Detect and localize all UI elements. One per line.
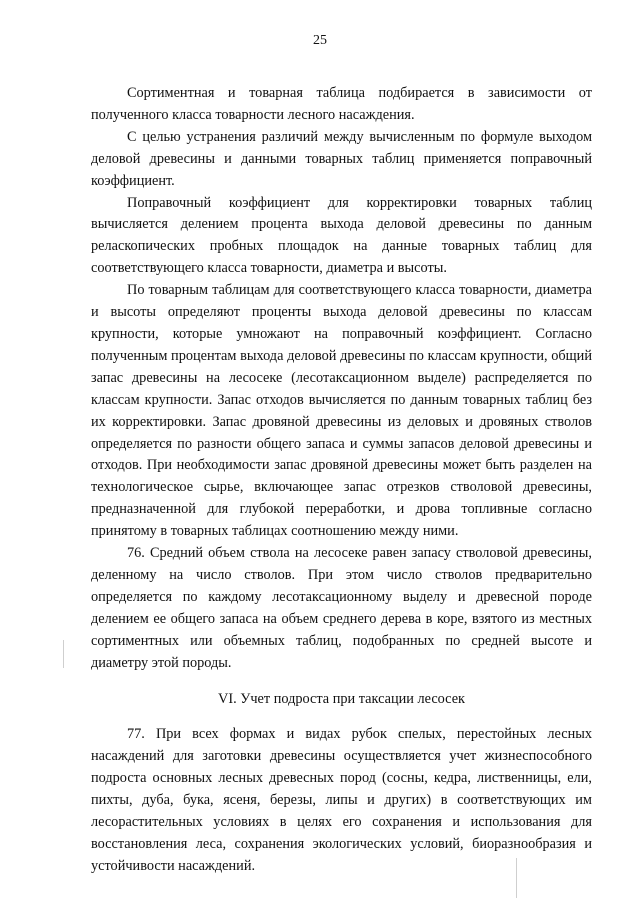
paragraph: С целью устранения различий между вычисленным по формуле выходом деловой древесины и данными товарных таблиц применяется поправочный коэффициент.	[91, 128, 592, 189]
paragraph: 77. При всех формах и видах рубок спелых, перестойных лесных насаждений для заготовки древесины осуществляется учет жизнеспособного подроста основных лесных древесных пород (сосны, кедра, лиственницы, ели, пихты, дуба, бука, ясеня, березы, липы и других) в соответствующих им лесорастительных условиях в целях его сохранения и использования для восстановления леса, сохранения экологических условий, биоразнообразия и устойчивости насаждений.	[91, 726, 592, 874]
section-heading: VI. Учет подроста при таксации лесосек	[218, 691, 465, 708]
paragraph: По товарным таблицам для соответствующего класса товарности, диаметра и высоты определяют проценты выхода деловой древесины по классам крупности, которые умножают на поправочный коэффициент. Согласно полученным процентам выхода деловой древесины по классам крупности, общий запас древесины на лесосеке (лесотаксационном выделе) распределяется по классам крупности. Запас отходов вычисляется по данным товарных таблиц без их корректировки. Запас дровяной древесины из деловых и дровяных стволов определяется по разности общего запаса и суммы запасов деловой древесины и отходов. При необходимости запас дровяной древесины может быть разделен на технологическое сырье, включающее запас отрезков стволовой древесины, предназначенной для глубокой переработки, и дрова топливные согласно принятому в товарных таблицах соотношению между ними.	[91, 282, 592, 540]
scan-edge-mark	[63, 640, 64, 668]
document-body	[91, 83, 592, 878]
page-number: 25	[313, 33, 327, 48]
paragraph: Поправочный коэффициент для корректировки товарных таблиц вычисляется делением процента выхода деловой древесины по данным реласкопических пробных площадок на данные товарных таблиц для соответствующего класса товарности, диаметра и высоты.	[91, 194, 592, 277]
paragraph: 76. Средний объем ствола на лесосеке равен запасу стволовой древесины, деленному на число стволов. При этом число стволов предварительно определяется по каждому лесотаксационному выделу и древесной породе делением ее общего запаса на объем среднего дерева в коре, взятого из местных сортиментных или объемных таблиц, подобранных по средней высоте и диаметру этой породы.	[91, 545, 592, 671]
paragraph: Сортиментная и товарная таблица подбирается в зависимости от полученного класса товарности лесного насаждения.	[91, 85, 592, 123]
